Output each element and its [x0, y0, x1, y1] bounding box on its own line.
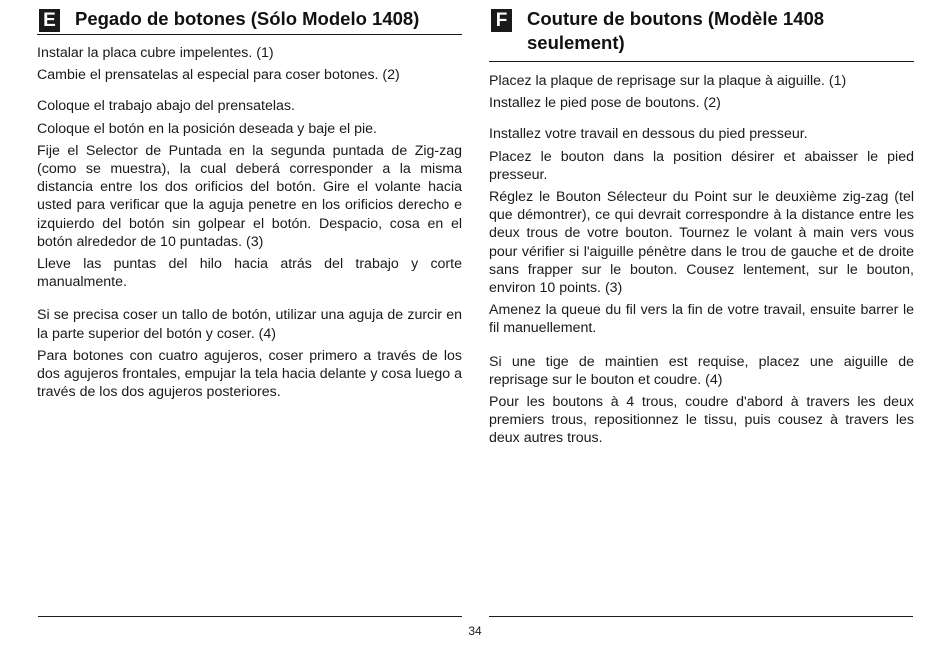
section-title-french: Couture de boutons (Modèle 1408 seulement) [527, 8, 825, 53]
paragraph: Installez votre travail en dessous du pied presseur. [489, 126, 808, 143]
paragraph-spacer [37, 291, 462, 306]
paragraph: Coloque el trabajo abajo del prensatelas. [37, 98, 295, 115]
paragraph-spacer [489, 112, 914, 125]
paragraph: Si une tige de maintien est requise, placez une aiguille de reprisage sur le bouton et coudre. (4) [489, 353, 914, 388]
paragraph: Para botones con cuatro agujeros, coser primero a través de los dos agujeros frontales, empujar la tela hacia delante y cosa luego a través de los dos agujeros posteriores. [37, 347, 462, 401]
footer-divider-right [489, 616, 913, 617]
paragraph: Cambie el prensatelas al especial para coser botones. (2) [37, 67, 400, 84]
paragraph-spacer [489, 338, 914, 353]
paragraph: Amenez la queue du fil vers la fin de votre travail, ensuite barrer le fil manuellement. [489, 302, 914, 337]
section-badge-e: E [39, 9, 60, 32]
section-heading-spanish [37, 6, 462, 35]
paragraph: Pour les boutons à 4 trous, coudre d'abord à travers les deux premiers trous, repositionnez le tissu, puis cousez à travers les deux autres trous. [489, 394, 914, 447]
section-heading-french [489, 6, 914, 62]
section-body-french [489, 72, 914, 448]
section-title-spanish: Pegado de botones (Sólo Modelo 1408) [75, 8, 420, 29]
paragraph: Réglez le Bouton Sélecteur du Point sur le deuxième zig-zag (tel que démontrer), ce qui devrait correspondre à la distance entre les deux trous de votre bouton. Tournez le volant à main vers vous pour vérifier si l'aiguille pénètre dans le trou de gauche et de droite sans frapper sur le bouton. Cousez lentement, sur le bouton, environ 10 points. (3) [489, 189, 914, 297]
paragraph: Instalar la placa cubre impelentes. (1) [37, 45, 274, 61]
paragraph: Lleve las puntas del hilo hacia atrás del trabajo y corte manualmente. [37, 256, 462, 291]
section-french [489, 0, 914, 448]
paragraph: Placez la plaque de reprisage sur la plaque à aiguille. (1) [489, 73, 847, 89]
paragraph: Fije el Selector de Puntada en la segunda puntada de Zig-zag (como se muestra), la cual deberá corresponder a la misma distancia entre los dos orificios del botón. Gire el volante hacia usted para verificar que la aguja penetre en los orificios derecho e izquierdo del botón sin golpear el botón. Despacio, cosa en el botón alrededor de 10 puntadas. (3) [37, 142, 462, 250]
paragraph-spacer [37, 84, 462, 97]
footer-divider-left [38, 616, 462, 617]
paragraph: Si se precisa coser un tallo de botón, utilizar una aguja de zurcir en la parte superior del botón y coser. (4) [37, 307, 462, 342]
paragraph: Installez le pied pose de boutons. (2) [489, 95, 721, 112]
paragraph: Placez le bouton dans la position désirer et abaisser le pied presseur. [489, 148, 914, 183]
page-number: 34 [468, 624, 482, 638]
section-spanish [37, 0, 462, 401]
paragraph: Coloque el botón en la posición deseada y baje el pie. [37, 120, 377, 137]
section-badge-f: F [491, 9, 512, 32]
section-body-spanish [37, 44, 462, 401]
